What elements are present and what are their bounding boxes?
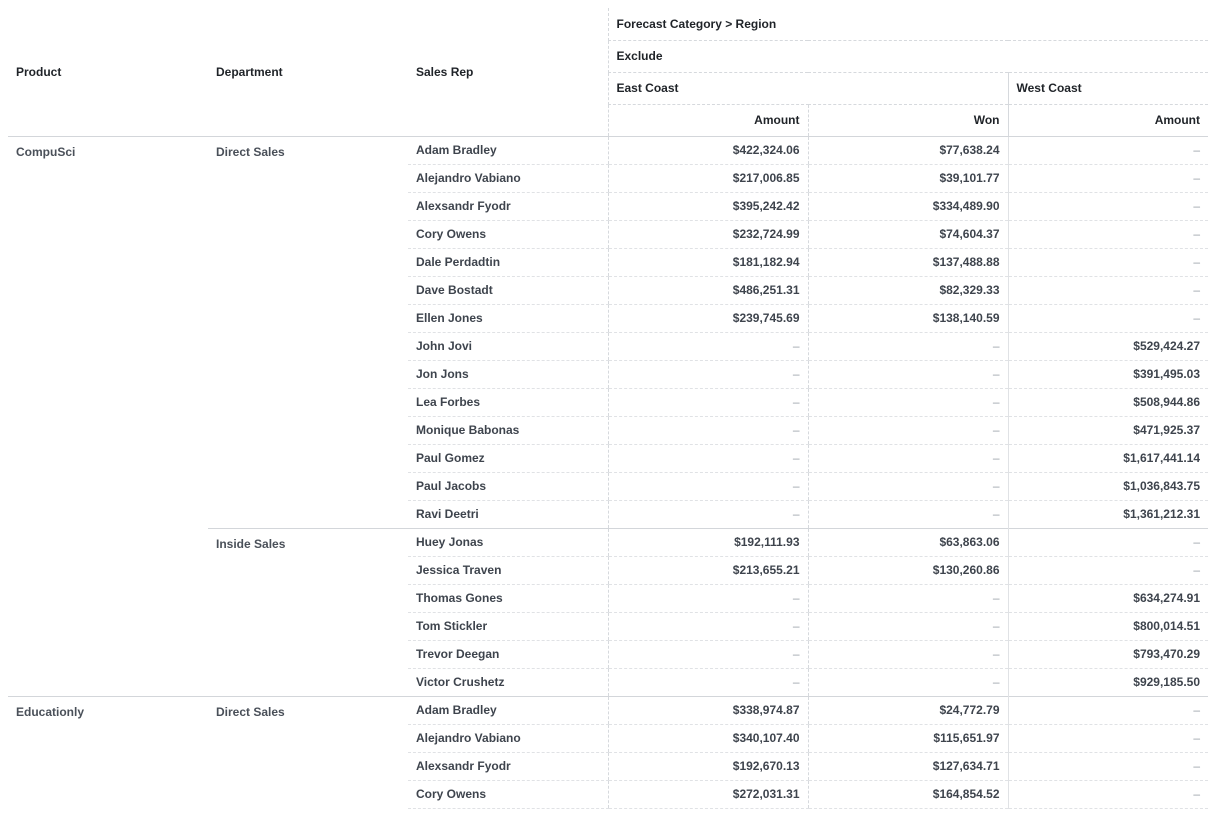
sales-rep-cell[interactable]: Adam Bradley (408, 696, 608, 724)
west-amount-cell[interactable]: – (1008, 304, 1208, 332)
east-amount-cell[interactable]: $192,670.13 (608, 752, 808, 780)
sales-rep-cell[interactable]: Thomas Gones (408, 584, 608, 612)
sales-rep-cell[interactable]: Lea Forbes (408, 388, 608, 416)
east-amount-cell[interactable]: $486,251.31 (608, 276, 808, 304)
sales-rep-cell[interactable]: Ravi Deetri (408, 500, 608, 528)
east-won-cell[interactable]: – (808, 388, 1008, 416)
west-amount-cell[interactable]: – (1008, 556, 1208, 584)
west-amount-cell[interactable]: $529,424.27 (1008, 332, 1208, 360)
sales-rep-cell[interactable]: Trevor Deegan (408, 640, 608, 668)
sales-rep-cell[interactable]: Alexsandr Fyodr (408, 192, 608, 220)
east-won-cell[interactable]: $74,604.37 (808, 220, 1008, 248)
west-amount-cell[interactable]: – (1008, 696, 1208, 724)
department-cell[interactable]: Inside Sales (208, 528, 408, 696)
east-won-cell[interactable]: – (808, 584, 1008, 612)
west-amount-cell[interactable]: $1,036,843.75 (1008, 472, 1208, 500)
west-amount-cell[interactable]: $800,014.51 (1008, 612, 1208, 640)
east-amount-cell[interactable]: – (608, 388, 808, 416)
east-amount-cell[interactable]: $422,324.06 (608, 136, 808, 164)
west-amount-cell[interactable]: $1,617,441.14 (1008, 444, 1208, 472)
east-won-cell[interactable]: $63,863.06 (808, 528, 1008, 556)
east-amount-cell[interactable]: – (608, 500, 808, 528)
pivot-table (8, 8, 1208, 809)
east-won-cell[interactable]: $130,260.86 (808, 556, 1008, 584)
east-amount-cell[interactable]: – (608, 360, 808, 388)
east-amount-cell[interactable]: – (608, 612, 808, 640)
east-won-cell[interactable]: $39,101.77 (808, 164, 1008, 192)
east-amount-cell[interactable]: – (608, 640, 808, 668)
east-won-cell[interactable]: $137,488.88 (808, 248, 1008, 276)
sales-rep-cell[interactable]: Alexsandr Fyodr (408, 752, 608, 780)
west-amount-cell[interactable]: $1,361,212.31 (1008, 500, 1208, 528)
west-amount-cell[interactable]: $793,470.29 (1008, 640, 1208, 668)
sales-rep-cell[interactable]: Alejandro Vabiano (408, 164, 608, 192)
west-amount-cell[interactable]: $471,925.37 (1008, 416, 1208, 444)
east-won-cell[interactable]: – (808, 332, 1008, 360)
east-won-cell[interactable]: – (808, 640, 1008, 668)
sales-rep-cell[interactable]: Jessica Traven (408, 556, 608, 584)
east-won-cell[interactable]: $82,329.33 (808, 276, 1008, 304)
east-amount-cell[interactable]: $232,724.99 (608, 220, 808, 248)
sales-rep-cell[interactable]: Adam Bradley (408, 136, 608, 164)
west-amount-cell[interactable]: – (1008, 528, 1208, 556)
east-amount-cell[interactable]: – (608, 584, 808, 612)
east-amount-cell[interactable]: $239,745.69 (608, 304, 808, 332)
department-cell[interactable]: Direct Sales (208, 136, 408, 528)
table-row (8, 696, 1208, 724)
sales-rep-cell[interactable]: Jon Jons (408, 360, 608, 388)
department-column-header[interactable]: Department (208, 8, 408, 136)
product-cell[interactable]: CompuSci (8, 136, 208, 696)
east-amount-cell[interactable]: $272,031.31 (608, 780, 808, 808)
table-row (8, 136, 1208, 164)
region-west-coast-header[interactable]: West Coast (1008, 72, 1208, 104)
east-won-cell[interactable]: – (808, 416, 1008, 444)
east-amount-cell[interactable]: $217,006.85 (608, 164, 808, 192)
east-won-cell[interactable]: – (808, 612, 1008, 640)
sales-rep-cell[interactable]: Huey Jonas (408, 528, 608, 556)
sales-rep-cell[interactable]: Monique Babonas (408, 416, 608, 444)
east-amount-cell[interactable]: – (608, 416, 808, 444)
east-amount-cell[interactable]: $340,107.40 (608, 724, 808, 752)
west-amount-cell[interactable]: – (1008, 780, 1208, 808)
pivot-header (8, 8, 1208, 136)
sales-rep-cell[interactable]: Dale Perdadtin (408, 248, 608, 276)
east-won-cell[interactable]: – (808, 500, 1008, 528)
east-won-cell[interactable]: $24,772.79 (808, 696, 1008, 724)
west-amount-cell[interactable]: – (1008, 248, 1208, 276)
sales-rep-column-header[interactable]: Sales Rep (408, 8, 608, 136)
east-won-cell[interactable]: $115,651.97 (808, 724, 1008, 752)
sales-rep-cell[interactable]: John Jovi (408, 332, 608, 360)
region-east-coast-header[interactable]: East Coast (608, 72, 1008, 104)
west-amount-header[interactable]: Amount (1008, 104, 1208, 136)
east-amount-header[interactable]: Amount (608, 104, 808, 136)
east-won-cell[interactable]: $334,489.90 (808, 192, 1008, 220)
west-amount-cell[interactable]: – (1008, 752, 1208, 780)
sales-rep-cell[interactable]: Paul Jacobs (408, 472, 608, 500)
east-won-cell[interactable]: $138,140.59 (808, 304, 1008, 332)
product-column-header[interactable]: Product (8, 8, 208, 136)
forecast-category-header[interactable]: Exclude (608, 40, 1208, 72)
sales-rep-cell[interactable]: Victor Crushetz (408, 668, 608, 696)
west-amount-cell[interactable]: $929,185.50 (1008, 668, 1208, 696)
west-amount-cell[interactable]: – (1008, 192, 1208, 220)
east-amount-cell[interactable]: – (608, 444, 808, 472)
east-amount-cell[interactable]: $181,182.94 (608, 248, 808, 276)
sales-rep-cell[interactable]: Dave Bostadt (408, 276, 608, 304)
west-amount-cell[interactable]: – (1008, 276, 1208, 304)
west-amount-cell[interactable]: – (1008, 164, 1208, 192)
west-amount-cell[interactable]: – (1008, 220, 1208, 248)
west-amount-cell[interactable]: – (1008, 724, 1208, 752)
pivot-body (8, 136, 1208, 808)
east-amount-cell[interactable]: $338,974.87 (608, 696, 808, 724)
east-won-cell[interactable]: – (808, 472, 1008, 500)
sales-rep-cell[interactable]: Ellen Jones (408, 304, 608, 332)
east-won-header[interactable]: Won (808, 104, 1008, 136)
column-path-header[interactable]: Forecast Category > Region (608, 8, 1208, 40)
sales-rep-cell[interactable]: Tom Stickler (408, 612, 608, 640)
east-won-cell[interactable]: – (808, 360, 1008, 388)
east-amount-cell[interactable]: – (608, 472, 808, 500)
sales-rep-cell[interactable]: Alejandro Vabiano (408, 724, 608, 752)
east-amount-cell[interactable]: $192,111.93 (608, 528, 808, 556)
sales-rep-cell[interactable]: Paul Gomez (408, 444, 608, 472)
west-amount-cell[interactable]: $634,274.91 (1008, 584, 1208, 612)
east-won-cell[interactable]: – (808, 668, 1008, 696)
sales-rep-cell[interactable]: Cory Owens (408, 220, 608, 248)
east-amount-cell[interactable]: $395,242.42 (608, 192, 808, 220)
department-cell[interactable]: Direct Sales (208, 696, 408, 808)
east-won-cell[interactable]: $127,634.71 (808, 752, 1008, 780)
east-won-cell[interactable]: $77,638.24 (808, 136, 1008, 164)
east-amount-cell[interactable]: $213,655.21 (608, 556, 808, 584)
east-won-cell[interactable]: $164,854.52 (808, 780, 1008, 808)
east-amount-cell[interactable]: – (608, 332, 808, 360)
east-amount-cell[interactable]: – (608, 668, 808, 696)
west-amount-cell[interactable]: – (1008, 136, 1208, 164)
sales-rep-cell[interactable]: Cory Owens (408, 780, 608, 808)
west-amount-cell[interactable]: $508,944.86 (1008, 388, 1208, 416)
product-cell[interactable]: Educationly (8, 696, 208, 808)
east-won-cell[interactable]: – (808, 444, 1008, 472)
west-amount-cell[interactable]: $391,495.03 (1008, 360, 1208, 388)
